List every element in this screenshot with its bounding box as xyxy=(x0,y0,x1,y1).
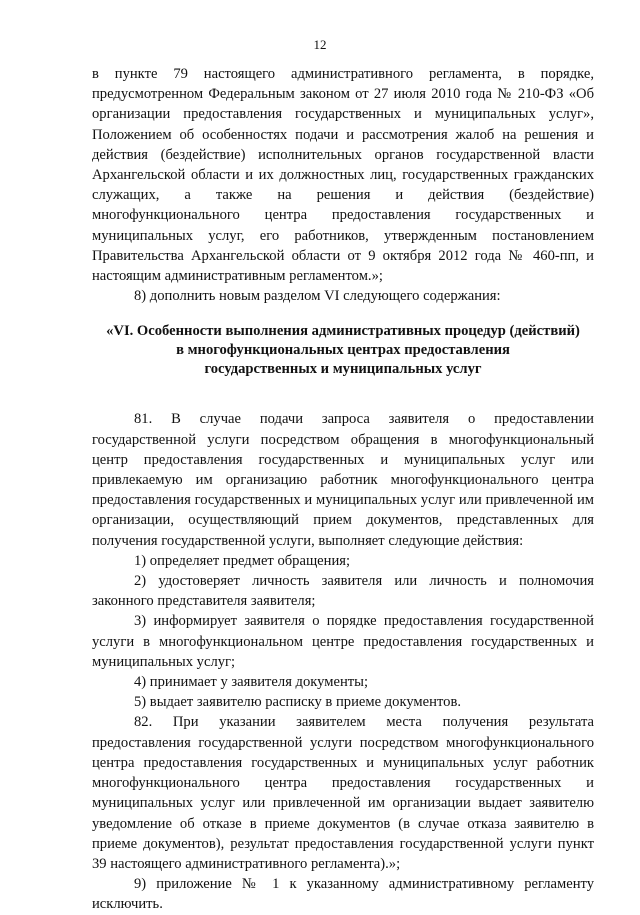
action-item-5: 5) выдает заявителю расписку в приеме документов. xyxy=(134,694,461,711)
intro-paragraph: в пункте 79 настоящего административного регламента, в порядке, предусмотренном Федеральным законом от 27 июля 2010 года № 210-ФЗ «Об организации предоставления государственных и муниципальных услуг», Положением об особенностях подачи и рассмотрения жалоб на решения и действия (бездействие) исполнительных органов государственной власти Архангельской области и их должностных лиц, государственных гражданских служащих, а также на решения и действия (бездействие) многофункционального центра предоставления государственных и муниципальных услуг, его работников, утвержденным постановлением Правительства Архангельской области от 9 октября 2012 года № 460-пп, и настоящим административным регламентом.»; xyxy=(92,66,594,285)
action-item-2: 2) удостоверяет личность заявителя или личность и полномочия законного представителя заявителя; xyxy=(92,573,594,610)
section-heading xyxy=(92,322,594,379)
action-item-4: 4) принимает у заявителя документы; xyxy=(134,674,369,691)
section-heading-line-1: «VI. Особенности выполнения административных процедур (действий) xyxy=(106,323,580,340)
section-heading-line-2: в многофункциональных центрах предоставления xyxy=(176,342,510,359)
amendment-item-8: 8) дополнить новым разделом VI следующего содержания: xyxy=(134,288,501,305)
paragraph-81: 81. В случае подачи запроса заявителя о предоставлении государственной услуги посредством обращения в многофункциональный центр предоставления государственных и муниципальных услуг или привлекаемую им организацию работник многофункционального центра предоставления государственных и муниципальных услуг или привлеченной им организации, осуществляющий прием документов, представленных для получения государственной услуги, выполняет следующие действия: xyxy=(92,411,594,549)
action-item-1: 1) определяет предмет обращения; xyxy=(134,552,351,569)
section-heading-line-3: государственных и муниципальных услуг xyxy=(204,361,482,378)
document-body xyxy=(92,64,594,915)
page-number: 12 xyxy=(313,37,327,52)
amendment-item-9: 9) приложение № 1 к указанному административному регламенту исключить. xyxy=(92,876,594,913)
paragraph-82: 82. При указании заявителем места получения результата предоставления государственной услуги посредством многофункционального центра предоставления государственных и муниципальных услуг работник многофункционального центра предоставления государственных и муниципальных услуг или привлеченной им организации выдает заявителю уведомление об отказе в приеме документов (в случае отказа заявителю в приеме документов), результат предоставления государственной услуги пункт 39 настоящего административного регламента).»; xyxy=(92,714,594,872)
action-item-3: 3) информирует заявителя о порядке предоставления государственной услуги в многофункциональном центре предоставления государственных и муниципальных услуг; xyxy=(92,613,594,670)
